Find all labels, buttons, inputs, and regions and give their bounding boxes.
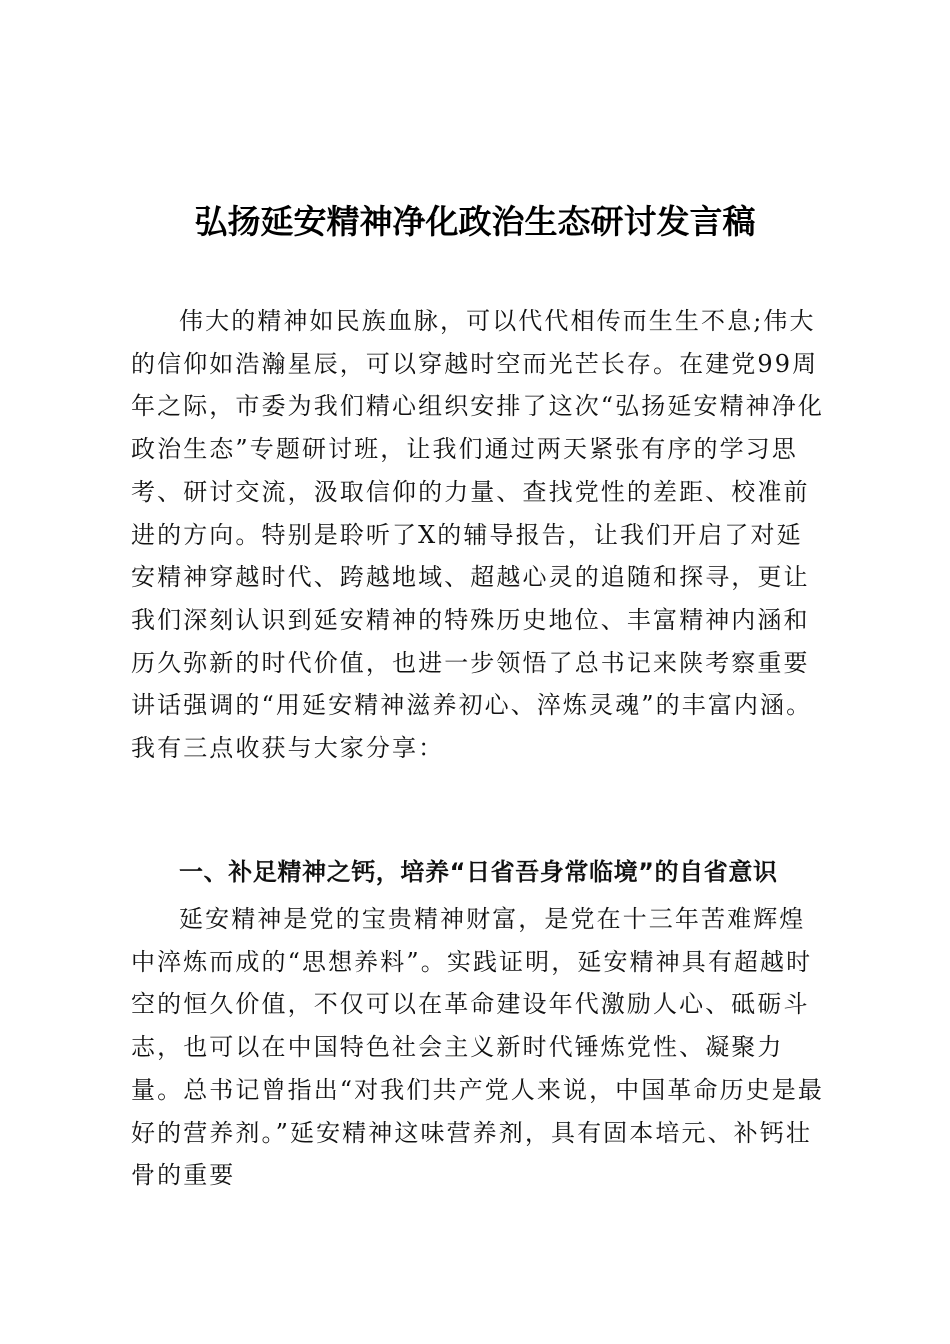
document-title: 弘扬延安精神净化政治生态研讨发言稿 xyxy=(194,202,756,241)
paragraph-intro-text: 伟大的精神如民族血脉，可以代代相传而生生不息;伟大的信仰如浩瀚星辰，可以穿越时空而光芒长存。在建党99周年之际，市委为我们精心组织安排了这次“弘扬延安精神净化政治生态”专题研讨班，让我们通过两天紧张有序的学习思考、研讨交流，汲取信仰的力量、查找党性的差距、校准前进的方向。特别是聆听了X的辅导报告，让我们开启了对延安精神穿越时代、跨越地域、超越心灵的追随和探寻，更让我们深刻认识到延安精神的特殊历史地位、丰富精神内涵和历久弥新的时代价值，也进一步领悟了总书记来陕考察重要讲话强调的“用延安精神滋养初心、淬炼灵魂”的丰富内涵。我有三点收获与大家分享： xyxy=(131,307,824,763)
paragraph-section-1-text: 延安精神是党的宝贵精神财富，是党在十三年苦难辉煌中淬炼而成的“思想养料”。实践证明，延安精神具有超越时空的恒久价值，不仅可以在革命建设年代激励人心、砥砺斗志，也可以在中国特色社会主义新时代锤炼党性、凝聚力量。总书记曾指出“对我们共产党人来说，中国革命历史是最好的营养剂。”延安精神这味营养剂，具有固本培元、补钙壮骨的重要 xyxy=(131,905,824,1190)
paragraph-intro xyxy=(131,300,825,770)
section-heading-1: 一、补足精神之钙，培养“日省吾身常临境”的自省意识 xyxy=(179,858,778,886)
paragraph-section-1 xyxy=(131,898,825,1197)
